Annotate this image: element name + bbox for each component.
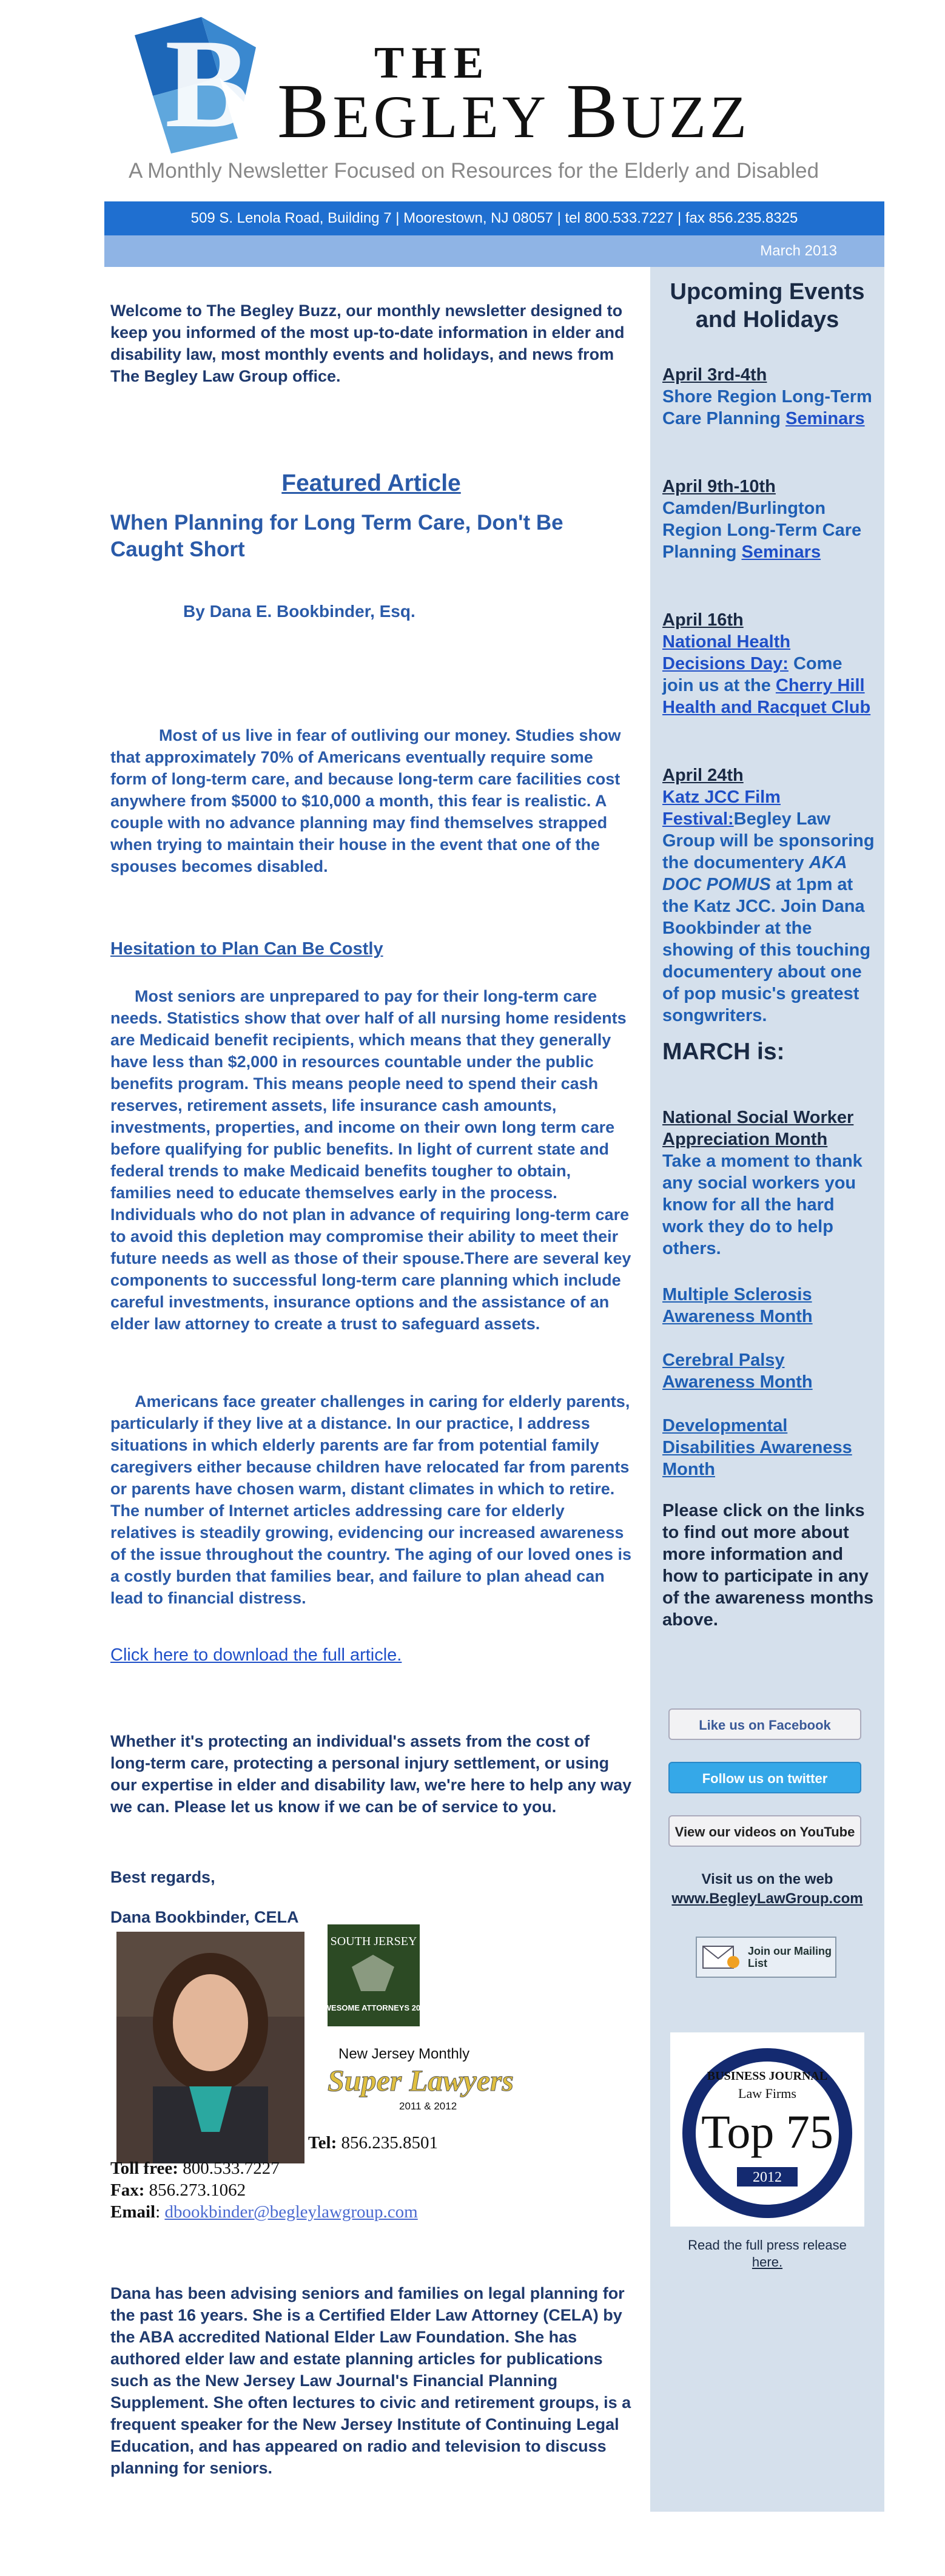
article-title: When Planning for Long Term Care, Don't Be Caught Short: [110, 511, 563, 561]
email-link[interactable]: dbookbinder@begleylawgroup.com: [164, 2202, 418, 2222]
event-april-24: April 24th Katz JCC Film Festival:Begley Law Group will be sponsoring the documentery AKA DOC POMUS at 1pm at the Katz JCC. Join Dana Bookbinder at the showing of this touching documentery about one of pop music's greatest songwriters.: [662, 766, 875, 1025]
svg-text:SOUTH JERSEY: SOUTH JERSEY: [330, 1935, 417, 1948]
nj-monthly-label: New Jersey Monthly: [338, 2046, 470, 2062]
cerebral-palsy-link[interactable]: Cerebral Palsy Awareness Month: [662, 1350, 813, 1392]
website-link[interactable]: www.BegleyLawGroup.com: [671, 1890, 863, 1907]
issue-date: March 2013: [104, 235, 884, 267]
fax-line: Fax: 856.273.1062: [110, 2180, 246, 2200]
march-heading: MARCH is:: [662, 1039, 785, 1065]
attorney-portrait: [116, 1932, 304, 2163]
download-article-link[interactable]: Click here to download the full article.: [110, 1645, 402, 1665]
youtube-button[interactable]: View our videos on YouTube: [668, 1815, 861, 1847]
email-line: Email: dbookbinder@begleylawgroup.com: [110, 2202, 418, 2222]
press-release-text: Read the full press release: [688, 2237, 847, 2253]
ms-awareness-link[interactable]: Multiple Sclerosis Awareness Month: [662, 1285, 813, 1326]
article-paragraph-2: Americans face greater challenges in caring for elderly parents, particularly if they live at a distance. In our practice, I address situations in which elderly parents are far from potential family caregivers either because children have relocated far from parents or parents have chosen warm, distant climates in which to retire. The number of Internet articles addressing care for elderly relatives is steadily growing, evidencing our increased awareness of the issue throughout the country. The aging of our loved ones is a costly burden that families bear, and failure to plan ahead can lead to financial distress.: [110, 1392, 632, 1607]
cherry-hill-club-link[interactable]: Cherry Hill Health and Racquet Club: [662, 676, 871, 717]
begley-b-logo-icon: [129, 11, 268, 157]
sidebar: [650, 267, 884, 2512]
event-april-9: April 9th-10th Camden/Burlington Region Long-Term Care Planning Seminars: [662, 477, 862, 562]
article-paragraph-1: Most seniors are unprepared to pay for their long-term care needs. Statistics show that over half of all nursing home residents are Medicaid benefit recipients, which means that they generally have less than $2,000 in resources countable under the public benefits program. This means people need to spend their cash reserves, retirement assets, life insurance cash amounts, investments, properties, and income on their own long term care before qualifying for public benefits. In light of current state and federal trends to make Medicaid benefits tougher to obtain, families need to educate themselves early in the process. Individuals who do not plan in advance of requiring long-term care to avoid this depletion may compromise their ability to meet their future needs as well as those of their spouse.There are several key components to successful long-term care planning which include careful investments, insurance options and the assistance of an elder law attorney to create a trust to safeguard assets.: [110, 987, 631, 1333]
bio-paragraph: Dana has been advising seniors and families on legal planning for the past 16 years. She is a Certified Elder Law Attorney (CELA) by the ABA accredited National Elder Law Foundation. She has authored elder law and estate planning articles for publications such as the New Jersey Law Journal's Financial Planning Supplement. She often lectures to civic and retirement groups, is a frequent speaker for the New Jersey Institute of Continuing Legal Education, and has appeared on radio and television to discuss planning for seniors.: [110, 2284, 631, 2477]
south-jersey-award-badge: [318, 1924, 429, 2026]
byline: By Dana E. Bookbinder, Esq.: [183, 602, 415, 621]
signature: Dana Bookbinder, CELA: [110, 1908, 299, 1926]
press-release-link[interactable]: here.: [752, 2254, 783, 2270]
tel-line: Tel: 856.235.8501: [308, 2133, 439, 2153]
seminars-link-2[interactable]: Seminars: [741, 542, 821, 562]
top75-award-badge: [670, 2032, 864, 2227]
section-heading: Hesitation to Plan Can Be Costly: [110, 939, 383, 959]
super-lawyers-years: 2011 & 2012: [399, 2100, 457, 2112]
web-label: Visit us on the web: [701, 1871, 833, 1887]
awareness-cta: Please click on the links to find out more about more information and how to participate in any of the awareness months above.: [662, 1501, 874, 1630]
svg-text:Law Firms: Law Firms: [738, 2086, 796, 2101]
welcome-paragraph: Welcome to The Begley Buzz, our monthly newsletter designed to keep you informed of the most up-to-date information in elder and disability law, most monthly events and holidays, and news from The Begley Law Group office.: [110, 302, 625, 385]
masthead-tagline: A Monthly Newsletter Focused on Resources for the Elderly and Disabled: [129, 159, 819, 183]
mailing-list-button[interactable]: Join our Mailing List: [696, 1937, 836, 1978]
masthead: [104, 0, 884, 200]
svg-text:BUSINESS JOURNAL: BUSINESS JOURNAL: [707, 2069, 828, 2083]
katz-jcc-film-festival-link[interactable]: Katz JCC Film Festival:: [662, 787, 781, 829]
featured-heading: Featured Article: [281, 470, 461, 496]
sidebar-heading: Upcoming Events and Holidays: [670, 279, 865, 332]
developmental-disabilities-link[interactable]: Developmental Disabilities Awareness Month: [662, 1416, 852, 1479]
health-decisions-day-link[interactable]: National Health Decisions Day:: [662, 632, 791, 673]
event-april-16: April 16th National Health Decisions Day: Come join us at the Cherry Hill Health and Racquet Club: [662, 610, 871, 717]
event-april-3: April 3rd-4th Shore Region Long-Term Care Planning Seminars: [662, 365, 872, 428]
newsletter: [104, 0, 884, 2477]
svg-text:2012: 2012: [753, 2170, 782, 2185]
masthead-the: THE: [374, 38, 491, 88]
social-worker-month: National Social Worker Appreciation Month Take a moment to thank any social workers you know for all the hard work they do to help others.: [662, 1108, 863, 1258]
svg-text:B: B: [165, 13, 251, 154]
regards: Best regards,: [110, 1868, 215, 1886]
closing-paragraph: Whether it's protecting an individual's assets from the cost of long-term care, protecting a personal injury settlement, or using our expertise in elder and disability law, we're here to help any way we can. Please let us know if we can be of service to you.: [110, 1732, 632, 1816]
super-lawyers-logo: Super Lawyers: [328, 2063, 514, 2097]
masthead-title: BEGLEY BUZZ: [277, 68, 751, 154]
envelope-icon: [702, 1944, 741, 1971]
facebook-button[interactable]: Like us on Facebook: [668, 1708, 861, 1740]
twitter-button[interactable]: Follow us on twitter: [668, 1762, 861, 1793]
seminars-link-1[interactable]: Seminars: [785, 409, 865, 428]
address-bar: 509 S. Lenola Road, Building 7 | Moorestown, NJ 08057 | tel 800.533.7227 | fax 856.235.8325: [104, 201, 884, 235]
tollfree-line: Toll free: 800.533.7227: [110, 2159, 280, 2178]
svg-text:AWESOME ATTORNEYS 2011: AWESOME ATTORNEYS 2011: [318, 2003, 429, 2012]
svg-text:Top 75: Top 75: [701, 2105, 833, 2158]
intro-paragraph: Most of us live in fear of outliving our money. Studies show that approximately 70% of Americans eventually require some form of long-term care, and because long-term care facilities cost anywhere from $5000 to $10,000 a month, this fear is realistic. A couple with no advance planning may find themselves strapped when trying to maintain their house in the event that one of the spouses becomes disabled.: [110, 726, 621, 875]
